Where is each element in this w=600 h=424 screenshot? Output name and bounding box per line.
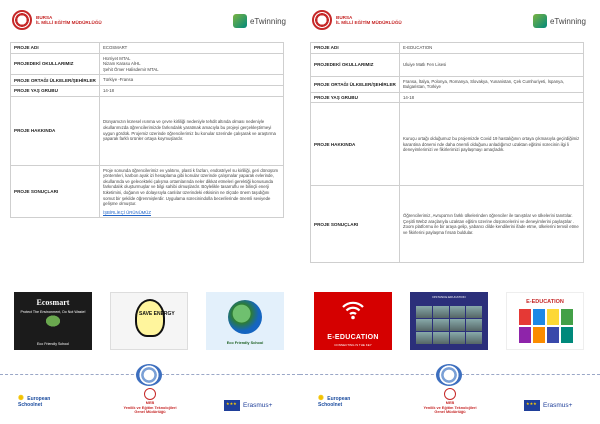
eu-flag-icon	[524, 400, 540, 411]
page-header	[0, 10, 300, 38]
row-value: Proje sonunda öğrencilerimiz ev yalıtımı, plasti k fazları, endüstriyel su kirliliği, geri dönüşüm yöntemleri, karbon ayak izi hesaplama gibi konular üzerinde çalışmalar yaparak evlerinde, okullarında ve gelecekteki çalışma ortamlarında neler dikkat etmeleri gerektiği konusunda farkındalık oluşturmuşlar ve bilgi sahibi olmuşlardır. Böylelikle tasarruflu ve bilinçli enerji tüketimini, doğanın ve dolayısıyla canlılar üzerindeki etkisinin ne ölçüde önem taşıdığını somut bir şekilde öğrenmişlerdir. Uygulama sürecinindolla becerilerinde önemli seviyede gelişme olmuştur.	[103, 167, 279, 207]
erasmus-logo	[224, 400, 272, 411]
project-table	[310, 42, 584, 263]
table-row	[311, 43, 584, 54]
project-table	[10, 42, 284, 218]
moe-badge-icon	[12, 10, 32, 30]
schoolnet-line2: Schoolnet	[318, 401, 343, 408]
row-key: PROJE HAKKINDA	[11, 96, 100, 165]
moe-line2: İL MİLLİ EĞİTİM MÜDÜRLÜĞÜ	[336, 20, 402, 25]
erasmus-logo	[524, 400, 572, 411]
row-value: Hürriyet MTAL Nizam Karasu AİHL Şehit Ömer Halisdemir MTAL	[100, 53, 284, 75]
meb-line2: Yenilik ve Eğitim Teknolojileri	[423, 405, 477, 410]
collaborative-product-link[interactable]: İŞBİRLİKÇİ ÜRÜNÜMÜZ	[103, 209, 151, 215]
table-row	[311, 186, 584, 263]
table-row	[311, 92, 584, 103]
right-page	[300, 0, 600, 424]
poster-title: Ecosmart	[36, 298, 70, 307]
moe-badge-icon	[312, 10, 332, 30]
table-row	[11, 96, 284, 165]
eu-flag-icon	[224, 400, 240, 411]
page-footer	[300, 364, 600, 424]
poster-subtitle: Protect The Environment, Do Not Waste!	[20, 310, 86, 314]
row-key: PROJE SONUÇLARI	[311, 186, 400, 263]
meb-badge-icon	[144, 388, 156, 400]
meb-badge-icon	[444, 388, 456, 400]
poster-title: E-EDUCATION	[327, 334, 379, 341]
project-images	[314, 292, 584, 350]
flags-poster-image	[506, 292, 584, 350]
globe-icon	[228, 300, 262, 334]
poster-title: DISTANCE EDUCATION	[432, 295, 466, 299]
flags-icon	[519, 309, 573, 343]
etwinning-icon	[233, 14, 247, 28]
row-key: PROJE ORTAĞI ÜLKELER/ŞEHİRLER	[11, 75, 100, 86]
schoolnet-line1: European	[27, 396, 51, 402]
row-key: PROJE HAKKINDA	[311, 103, 400, 186]
table-row	[11, 75, 284, 86]
video-call-screenshot-image	[410, 292, 488, 350]
row-value: ECOSMART	[100, 43, 284, 54]
poster-title: SAVE ENERGY	[139, 311, 175, 317]
row-key: PROJE ADI	[11, 43, 100, 54]
meb-line1: MEB	[145, 401, 155, 405]
table-row	[311, 53, 584, 76]
row-key: PROJEDEKİ OKULLARIMIZ	[11, 53, 100, 75]
light-bulb-icon	[135, 299, 165, 337]
project-images	[14, 292, 284, 350]
stars-icon: ✺	[318, 395, 324, 402]
row-value: Kuruçu ortağı olduğumuz bu projemizde Covid 19 hastalığının ortaya çıkmasıyla geçirdiğimiz karantina dönemi nde daha önemli olduğunu anladığımız uzaktan eğitimi sürecinin ilgi li deneyimlerimizi ve fikirlerimizi paylaşmayı amaçladık.	[400, 103, 584, 186]
row-value: 14-18	[100, 85, 284, 96]
meb-logo	[414, 388, 486, 415]
schoolnet-line2: Schoolnet	[18, 401, 43, 408]
row-value-cell	[100, 165, 284, 218]
poster-title: Eco Friendly School	[226, 341, 264, 345]
page-header	[300, 10, 600, 38]
european-schoolnet-logo	[18, 396, 50, 408]
row-value: Uluiye Matlı Fen Lisesi	[400, 53, 584, 76]
erasmus-text: Erasmus+	[243, 402, 273, 409]
table-row	[311, 103, 584, 186]
flower-ornament-icon	[136, 364, 162, 386]
meb-line1: MEB	[445, 401, 455, 405]
row-key: PROJEDEKİ OKULLARIMIZ	[311, 53, 400, 76]
schoolnet-line1: European	[327, 396, 351, 402]
row-key: PROJE YAŞ GRUBU	[311, 92, 400, 103]
poster-footer: Eco Friendly School	[37, 342, 69, 346]
meb-logo	[114, 388, 186, 415]
moe-line1: BURSA	[336, 14, 353, 20]
row-value: Fransa, İtalya, Polonya, Romanya, Slovakya, Yunanistan, Çek Cumhuriyeti, İspanya, Bulgaristan, Türkiye	[400, 76, 584, 92]
moe-logo	[312, 10, 402, 30]
poster-title: E-EDUCATION	[526, 299, 564, 305]
globe-poster-image	[206, 292, 284, 350]
etwinning-text: eTwinning	[549, 16, 586, 26]
etwinning-text: eTwinning	[249, 16, 286, 26]
etwinning-logo	[533, 14, 586, 28]
table-row	[11, 53, 284, 75]
row-key: PROJE ADI	[311, 43, 400, 54]
row-value: Türkiye -Fransa	[100, 75, 284, 86]
meb-line3: Genel Müdürlüğü	[134, 410, 166, 415]
row-key: PROJE ORTAĞI ÜLKELER/ŞEHİRLER	[311, 76, 400, 92]
e-education-poster-image	[314, 292, 392, 350]
video-grid-icon	[416, 306, 482, 344]
moe-line1: BURSA	[36, 14, 53, 20]
wifi-icon	[341, 298, 365, 322]
table-row	[311, 76, 584, 92]
erasmus-text: Erasmus+	[543, 402, 573, 409]
stars-icon: ✺	[18, 395, 24, 402]
table-row	[11, 43, 284, 54]
etwinning-logo	[233, 14, 286, 28]
row-value: Dünyamızın küresel ısınma ve çevre kirliliği nedeniyle tehdit altında olması nedeniyle okullarımızda öğrencilerimizde farkındalık yaratmak amacıyla bu projeyi gerçekleştirmeyi uygun gördük. Projemiz üzerinde öğrencilerimiz bu konular üzerinde çalışarak ve araştırma yaparak farklı ürünler ortaya koymuşlardır.	[100, 96, 284, 165]
row-key: PROJE YAŞ GRUBU	[11, 85, 100, 96]
european-schoolnet-logo	[318, 396, 350, 408]
table-row	[11, 85, 284, 96]
flower-ornament-icon	[436, 364, 462, 386]
row-value: 14-18	[400, 92, 584, 103]
leaf-icon	[44, 314, 62, 328]
ecosmart-poster-image	[14, 292, 92, 350]
table-row	[11, 165, 284, 218]
save-energy-poster-image	[110, 292, 188, 350]
row-value: E-EDUCATION	[400, 43, 584, 54]
etwinning-icon	[533, 14, 547, 28]
page-footer	[0, 364, 300, 424]
moe-logo	[12, 10, 102, 30]
meb-line3: Genel Müdürlüğü	[434, 410, 466, 415]
moe-line2: İL MİLLİ EĞİTİM MÜDÜRLÜĞÜ	[36, 20, 102, 25]
row-key: PROJE SONUÇLARI	[11, 165, 100, 218]
meb-line2: Yenilik ve Eğitim Teknolojileri	[123, 405, 177, 410]
poster-subtitle: CONNECTING IS THE KEY	[334, 343, 372, 347]
row-value: Öğrencilerimiz, Avrupa'nın farklı ülkelerinden öğrenciler ile tanıştılar ve ülkelerini tanıttılar. Çeşitli Web2 araçlarıyla uzaktan eğitim üzerine düşüncelerini ve deneyimlerini paylaştılar . Zoom platformu ile bir araya gelip, yabancı dilde kendilerini ifade etme, ülkelerini temsil etme ve fikirlerini paylaşma fırsatı buldular.	[400, 186, 584, 263]
